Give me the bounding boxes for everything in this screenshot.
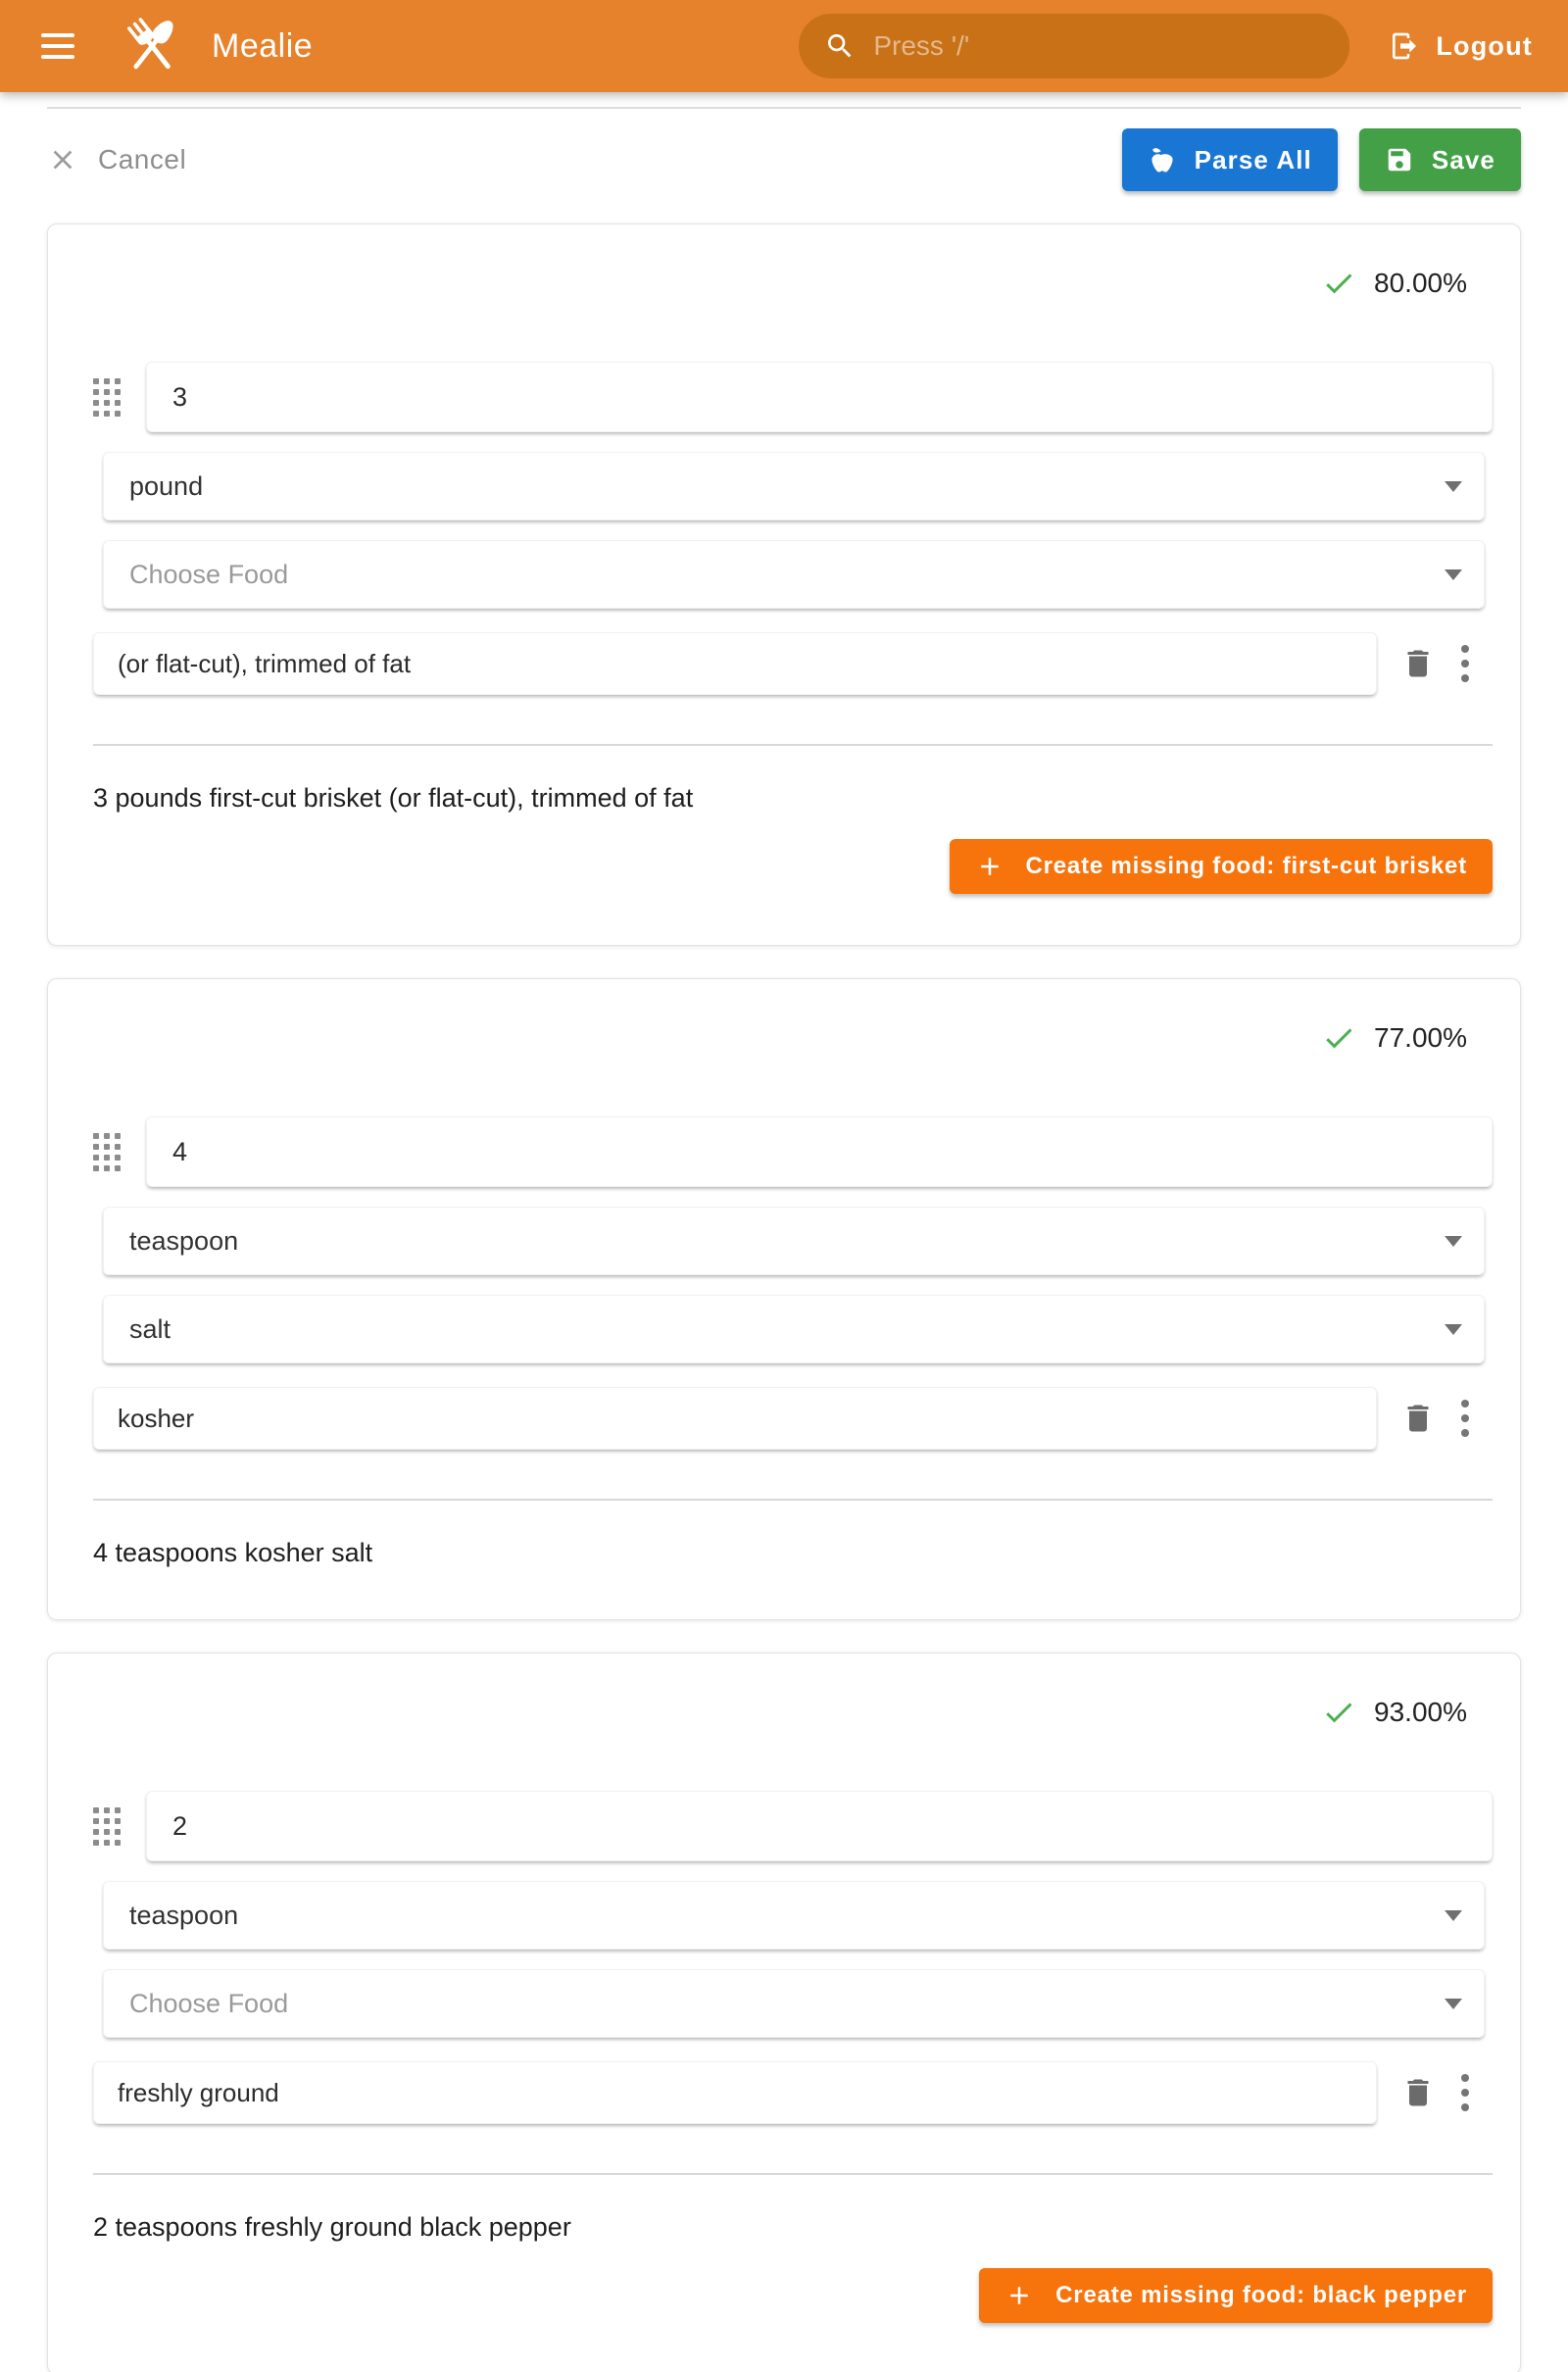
- kebab-icon: [1461, 2074, 1469, 2082]
- quantity-input[interactable]: [146, 1116, 1493, 1187]
- chevron-down-icon: [1445, 1910, 1462, 1921]
- food-select[interactable]: [103, 540, 1485, 609]
- confidence-value: 77.00%: [1374, 1022, 1467, 1053]
- unit-select[interactable]: [103, 1881, 1485, 1950]
- ingredient-card: [47, 223, 1521, 946]
- missing-food-row: [93, 839, 1493, 894]
- note-input[interactable]: [93, 1387, 1377, 1450]
- note-input[interactable]: [93, 632, 1377, 695]
- save-label: Save: [1431, 144, 1495, 174]
- confidence-indicator: [93, 1016, 1467, 1060]
- chevron-down-icon: [1445, 1324, 1462, 1335]
- drag-handle-icon[interactable]: [93, 1133, 121, 1171]
- actions-toolbar: [47, 128, 1521, 191]
- app-title: Mealie: [212, 26, 314, 65]
- divider: [93, 1499, 1493, 1501]
- confidence-value: 80.00%: [1374, 268, 1467, 298]
- mealie-logo-icon: [120, 14, 184, 78]
- delete-button[interactable]: [1400, 2075, 1436, 2110]
- close-icon: [47, 144, 78, 175]
- trash-icon: [1400, 1401, 1436, 1436]
- save-icon: [1385, 145, 1414, 174]
- quantity-row: [93, 362, 1493, 432]
- search-box[interactable]: [799, 14, 1349, 78]
- check-icon: [1321, 1020, 1356, 1056]
- cancel-button[interactable]: [47, 144, 186, 175]
- food-select[interactable]: [103, 1969, 1485, 2038]
- more-options-button[interactable]: [1461, 645, 1469, 682]
- unit-select[interactable]: [103, 452, 1485, 520]
- chevron-down-icon: [1445, 481, 1462, 492]
- kebab-icon: [1461, 1400, 1469, 1408]
- chevron-down-icon: [1445, 1999, 1462, 2009]
- chevron-down-icon: [1445, 1236, 1462, 1247]
- note-input[interactable]: [93, 2061, 1377, 2124]
- unit-select-value: teaspoon: [129, 1900, 239, 1930]
- original-ingredient-text: 4 teaspoons kosher salt: [93, 1538, 373, 1567]
- more-options-button[interactable]: [1461, 2074, 1469, 2111]
- parse-all-button[interactable]: [1122, 128, 1338, 191]
- ingredient-card: [47, 978, 1521, 1620]
- original-ingredient-text: 3 pounds first-cut brisket (or flat-cut), trimmed of fat: [93, 783, 694, 813]
- confidence-value: 93.00%: [1374, 1697, 1467, 1727]
- create-missing-food-label: Create missing food: black pepper: [1055, 2282, 1467, 2308]
- food-select-placeholder: Choose Food: [129, 1988, 289, 2018]
- food-select-value: salt: [129, 1313, 172, 1344]
- delete-button[interactable]: [1400, 646, 1436, 681]
- drag-handle-icon[interactable]: [93, 1807, 121, 1846]
- confidence-indicator: [93, 1691, 1467, 1734]
- note-row: [93, 2061, 1493, 2124]
- search-icon: [824, 30, 856, 62]
- divider: [47, 107, 1521, 109]
- trash-icon: [1400, 646, 1436, 681]
- check-icon: [1321, 1695, 1356, 1730]
- quantity-row: [93, 1116, 1493, 1187]
- search-input[interactable]: [873, 30, 1324, 62]
- unit-select-value: teaspoon: [129, 1225, 239, 1256]
- unit-select-value: pound: [129, 470, 204, 501]
- logout-button[interactable]: [1389, 30, 1533, 62]
- quantity-input[interactable]: [146, 362, 1493, 432]
- create-missing-food-label: Create missing food: first-cut brisket: [1025, 853, 1467, 879]
- menu-icon[interactable]: [37, 29, 78, 63]
- quantity-row: [93, 1791, 1493, 1861]
- cancel-label: Cancel: [98, 144, 187, 174]
- note-row: [93, 1387, 1493, 1450]
- plus-icon: [1004, 2281, 1034, 2310]
- apple-icon: [1148, 145, 1177, 174]
- create-missing-food-button[interactable]: [979, 2268, 1493, 2323]
- check-icon: [1321, 266, 1356, 301]
- logout-icon: [1389, 30, 1420, 62]
- more-options-button[interactable]: [1461, 1400, 1469, 1437]
- app-bar: [0, 0, 1568, 92]
- missing-food-row: [93, 2268, 1493, 2323]
- ingredient-card: [47, 1653, 1521, 2372]
- unit-select[interactable]: [103, 1207, 1485, 1275]
- original-ingredient-text: 2 teaspoons freshly ground black pepper: [93, 2212, 571, 2242]
- chevron-down-icon: [1445, 569, 1462, 580]
- create-missing-food-button[interactable]: [950, 839, 1493, 894]
- parse-all-label: Parse All: [1194, 144, 1312, 174]
- food-select[interactable]: [103, 1295, 1485, 1363]
- quantity-input[interactable]: [146, 1791, 1493, 1861]
- drag-handle-icon[interactable]: [93, 378, 121, 417]
- food-select-placeholder: Choose Food: [129, 559, 289, 589]
- divider: [93, 2173, 1493, 2175]
- confidence-indicator: [93, 262, 1467, 305]
- page-content: [0, 107, 1568, 2372]
- delete-button[interactable]: [1400, 1401, 1436, 1436]
- save-button[interactable]: [1359, 128, 1521, 191]
- logout-label: Logout: [1436, 30, 1533, 61]
- kebab-icon: [1461, 645, 1469, 653]
- divider: [93, 744, 1493, 746]
- plus-icon: [975, 852, 1004, 881]
- note-row: [93, 632, 1493, 695]
- trash-icon: [1400, 2075, 1436, 2110]
